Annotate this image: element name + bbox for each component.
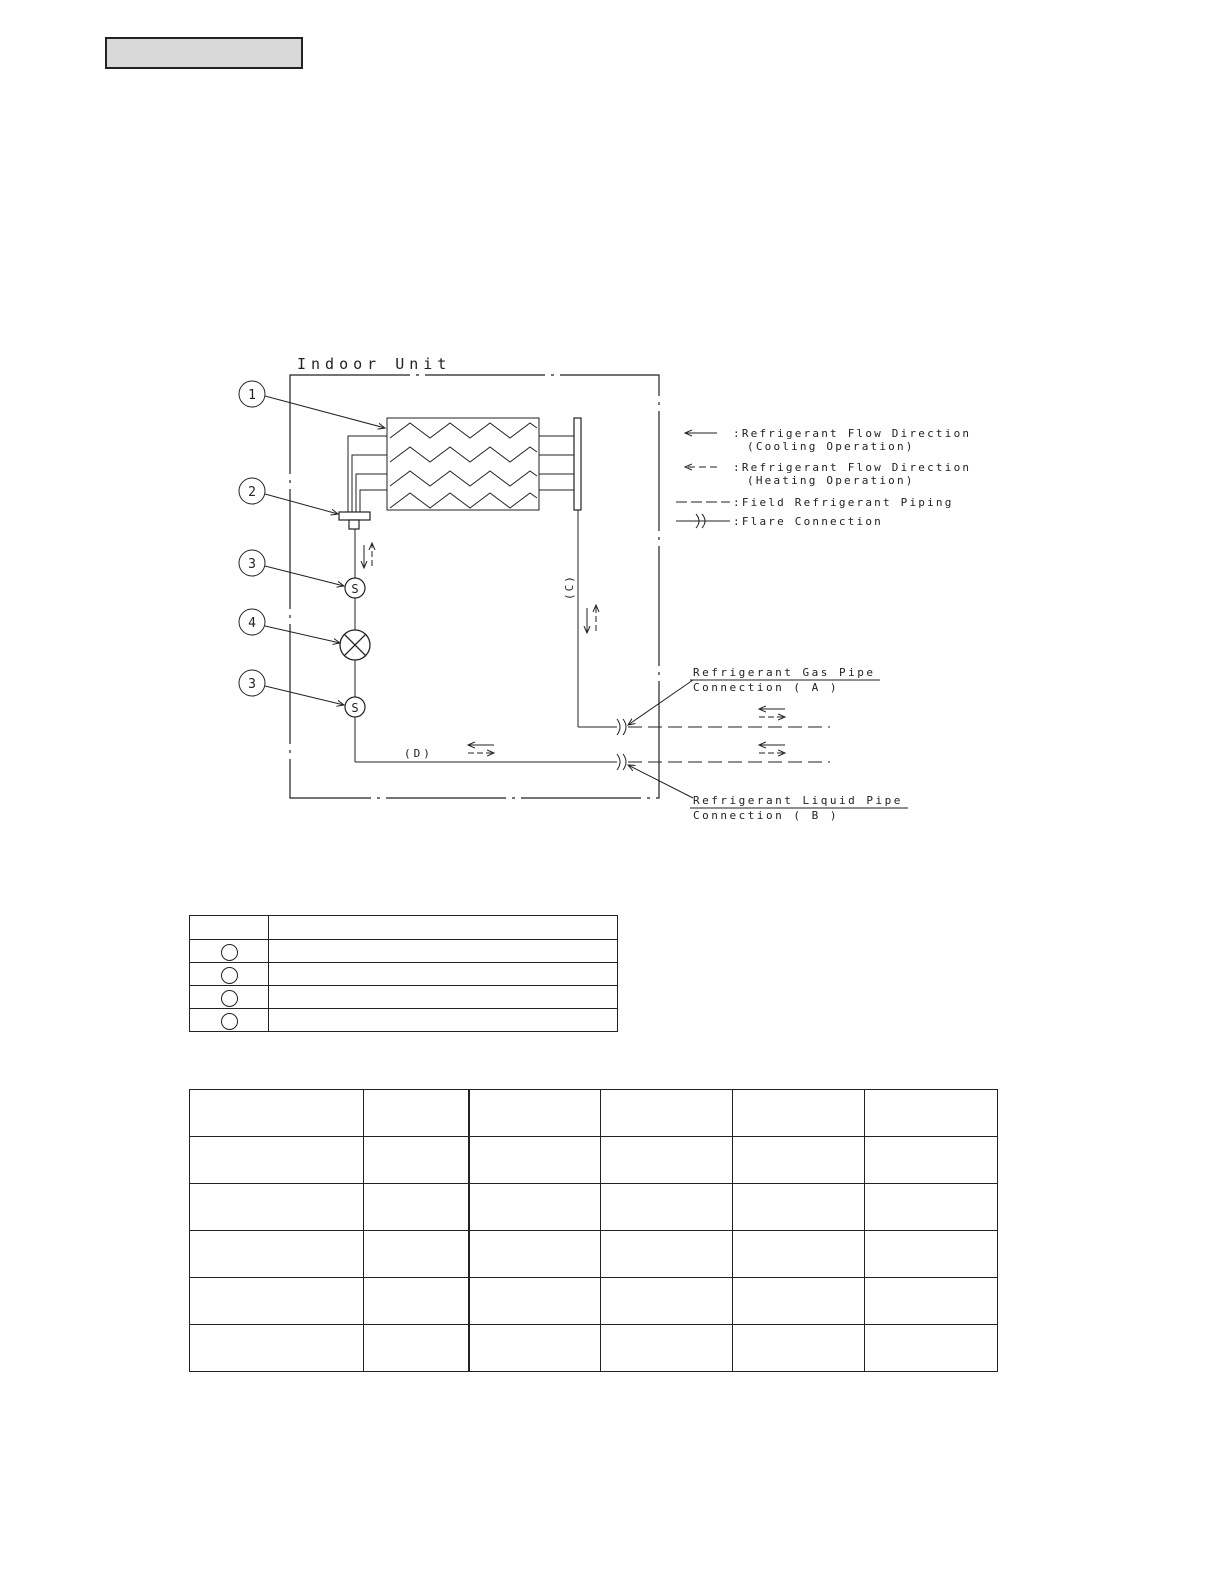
table-cell <box>865 1231 998 1278</box>
table-row <box>190 1090 998 1137</box>
callout-number: 4 <box>248 616 256 631</box>
table-cell <box>865 1090 998 1137</box>
pipe-c-label: (C) <box>563 574 576 600</box>
callout-1 <box>239 381 385 428</box>
table-cell <box>469 1278 601 1325</box>
table-cell <box>865 1184 998 1231</box>
indoor-unit-title: Indoor Unit <box>297 355 452 373</box>
table-cell <box>269 963 618 986</box>
table-cell <box>363 1137 469 1184</box>
table-cell <box>601 1090 733 1137</box>
table-cell <box>733 1137 865 1184</box>
table-row <box>190 1231 998 1278</box>
heat-exchanger <box>387 418 574 510</box>
table-cell <box>190 1137 364 1184</box>
distributor-tubes <box>348 436 387 512</box>
gas-header <box>574 418 581 510</box>
table-cell <box>190 1325 364 1372</box>
key-heating-line2: (Heating Operation) <box>747 474 915 487</box>
strainer-symbol: S <box>351 582 359 596</box>
table-cell <box>733 1090 865 1137</box>
table-cell <box>601 1231 733 1278</box>
gas-connection-label <box>628 666 880 725</box>
callout-2 <box>239 478 338 514</box>
key-cooling-line1: :Refrigerant Flow Direction <box>733 427 972 440</box>
pipe-size-table <box>189 1089 998 1372</box>
strainer-lower <box>345 697 365 717</box>
key-heating-line1: :Refrigerant Flow Direction <box>733 461 972 474</box>
liquid-connection-line2: Connection ( B ) <box>693 809 839 822</box>
table-cell <box>733 1184 865 1231</box>
table-row <box>190 1137 998 1184</box>
liquid-connection-label <box>628 765 908 822</box>
flow-arrows-field-gas <box>759 709 785 717</box>
table-cell <box>190 1090 364 1137</box>
table-cell <box>190 1231 364 1278</box>
table-cell <box>865 1278 998 1325</box>
callout-number: 3 <box>248 557 256 572</box>
table-cell <box>601 1278 733 1325</box>
table-cell <box>601 1184 733 1231</box>
table-cell <box>269 940 618 963</box>
table-cell <box>190 963 269 986</box>
table-cell <box>865 1137 998 1184</box>
strainer-upper <box>345 578 365 598</box>
table-cell <box>601 1137 733 1184</box>
table-row <box>190 940 618 963</box>
flow-arrows-pipe-d <box>468 745 494 753</box>
callout-3-lower <box>239 670 344 705</box>
pipe-d-label: (D) <box>404 747 433 760</box>
gas-connection-line1: Refrigerant Gas Pipe <box>693 666 876 679</box>
table-cell <box>363 1231 469 1278</box>
flow-arrows-field-liquid <box>759 745 785 753</box>
table-cell <box>190 1009 269 1032</box>
flare-connection-liquid <box>617 754 626 770</box>
table-cell <box>363 1184 469 1231</box>
table-cell <box>469 1231 601 1278</box>
table-cell <box>733 1325 865 1372</box>
table-cell <box>469 1137 601 1184</box>
distributor <box>339 512 370 529</box>
table-cell <box>865 1325 998 1372</box>
parts-legend-table <box>189 915 618 1032</box>
table-cell <box>269 916 618 940</box>
table-cell <box>469 1325 601 1372</box>
table-cell <box>733 1278 865 1325</box>
table-cell <box>469 1090 601 1137</box>
table-row <box>190 916 618 940</box>
liquid-connection-line1: Refrigerant Liquid Pipe <box>693 794 903 807</box>
flow-arrows-pipe-c <box>587 605 596 633</box>
symbol-key <box>676 427 971 528</box>
table-cell <box>190 1184 364 1231</box>
table-row <box>190 1009 618 1032</box>
table-cell <box>269 986 618 1009</box>
table-cell <box>190 1278 364 1325</box>
item-number-circle <box>221 990 238 1007</box>
expansion-valve <box>340 630 370 660</box>
flare-connection-gas <box>617 719 626 735</box>
table-cell <box>190 916 269 940</box>
table-row <box>190 1325 998 1372</box>
table-row <box>190 1184 998 1231</box>
table-cell <box>363 1325 469 1372</box>
item-number-circle <box>221 1013 238 1030</box>
table-cell <box>733 1231 865 1278</box>
table-cell <box>601 1325 733 1372</box>
key-flare-text: :Flare Connection <box>733 515 883 528</box>
callout-number: 2 <box>248 485 256 500</box>
item-number-circle <box>221 967 238 984</box>
table-cell <box>190 940 269 963</box>
table-cell <box>469 1184 601 1231</box>
item-number-circle <box>221 944 238 961</box>
callout-number: 1 <box>248 388 256 403</box>
strainer-symbol: S <box>351 701 359 715</box>
table-row <box>190 963 618 986</box>
callout-3-upper <box>239 550 344 586</box>
key-flare-symbol <box>676 514 730 528</box>
key-field-piping-text: :Field Refrigerant Piping <box>733 496 954 509</box>
key-cooling-line2: (Cooling Operation) <box>747 440 915 453</box>
table-cell <box>190 986 269 1009</box>
flow-arrows-liquid-upper <box>364 543 372 568</box>
callout-number: 3 <box>248 677 256 692</box>
table-row <box>190 1278 998 1325</box>
table-cell <box>269 1009 618 1032</box>
table-cell <box>363 1278 469 1325</box>
table-cell <box>363 1090 469 1137</box>
gas-connection-line2: Connection ( A ) <box>693 681 839 694</box>
table-row <box>190 986 618 1009</box>
